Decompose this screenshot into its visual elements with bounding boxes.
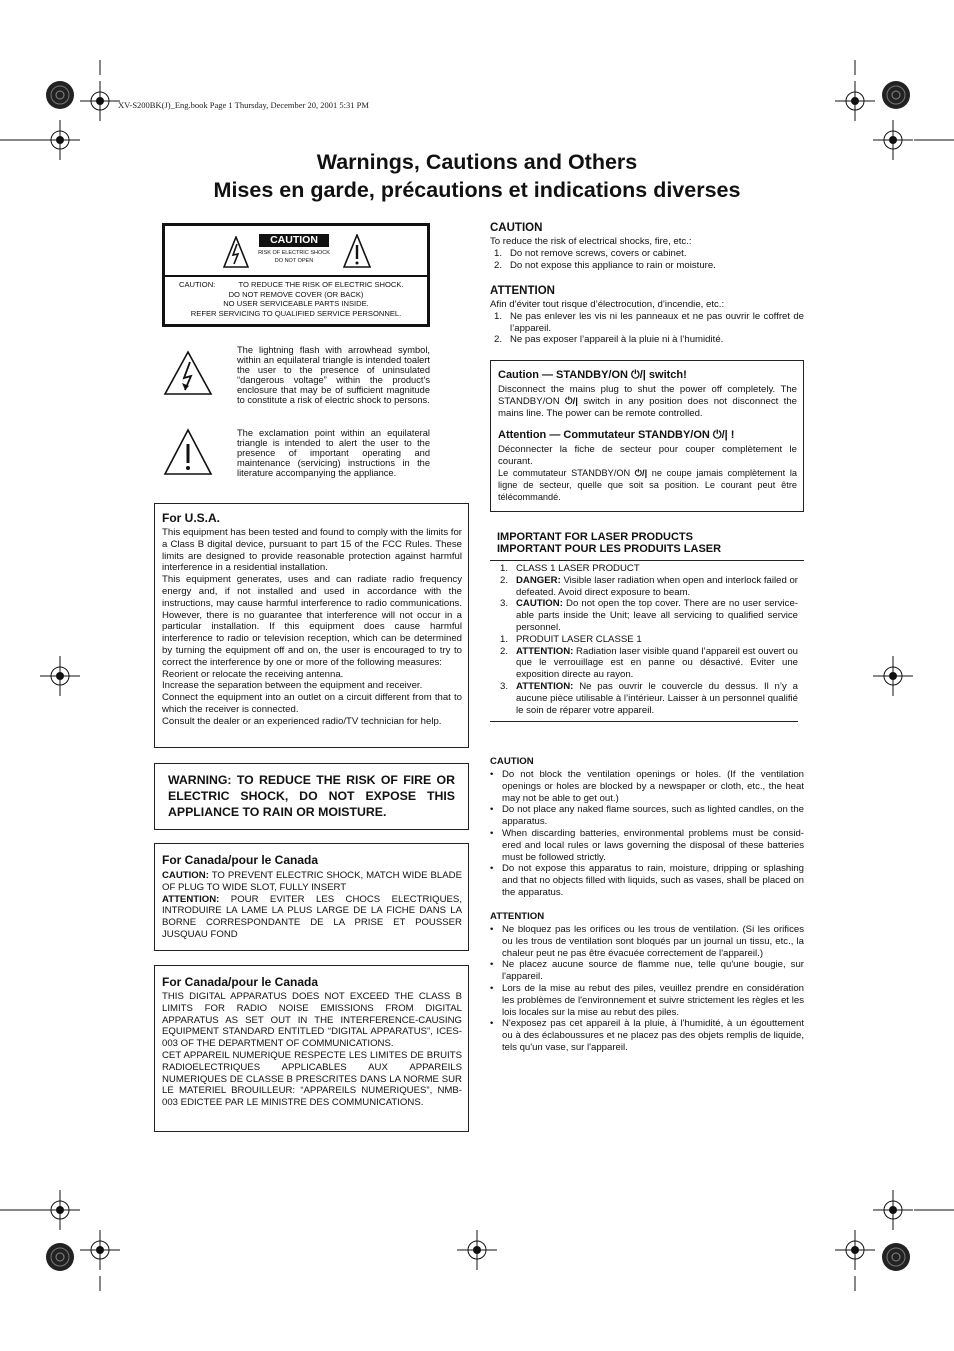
standby-text-3a: Le commutateur STANDBY/ON [498,467,635,478]
canada-1-caution-label: CAUTION: [162,870,209,881]
right-attention-item-1: Ne pas enlever les vis ni les panneaux et ne pas ouvrir le coffret de l’appareil. [510,310,804,334]
laser-item-number: 1. [500,633,509,645]
bullet-icon: • [490,804,494,816]
standby-heading-2a: Attention — Commutateur STANDBY/ON [498,429,713,442]
canada-1-caution-text: TO PREVENT ELECTRIC SHOCK, MATCH WIDE BLADE OF PLUG TO WIDE SLOT, FULLY INSERT [162,870,462,893]
exclamation-small-icon [343,234,371,268]
bullet-text: Do not block the ventilation openings or holes. (If the ventilation openings or holes are blocked by a newspaper or cloth, etc., the heat may not be able to get out.) [502,769,804,804]
laser-item-label: ATTENTION: [516,645,574,657]
power-symbol-icon: ⏻/| [565,395,578,407]
bullet-icon: • [490,982,494,994]
right-caution-item-2: Do not expose this appliance to rain or moisture. [510,259,716,271]
lightning-small-icon [223,236,249,268]
canada-2-heading: For Canada/pour le Canada [162,975,319,989]
bullet-text: Ne placez aucune source de flamme nue, telle qu'une bougie, sur l'appareil. [502,959,804,983]
caution-line-1: TO REDUCE THE RISK OF ELECTRIC SHOCK. [238,280,404,289]
page-title: Warnings, Cautions and Others [316,150,638,174]
standby-text-1a: Disconnect the mains plug to shut the power off completely. The STANDBY/ON [498,384,797,407]
lightning-triangle-icon [163,350,213,396]
laser-section [490,531,804,722]
standby-heading-1b: switch! [645,369,687,381]
caution-line-2: DO NOT REMOVE COVER (OR BACK) [228,289,364,299]
power-symbol-icon: ⏻/| [712,429,728,442]
power-symbol-icon: ⏻/| [631,369,646,381]
attention-2-heading: ATTENTION [490,911,545,922]
laser-item-label: ATTENTION: [516,680,574,692]
right-caution-intro: To reduce the risk of electrical shocks, fire, etc.: [490,236,692,247]
bullet-icon: • [490,769,494,780]
exclamation-description: The exclamation point within an equilateral triangle is intended to alert the user to the presence of important operating and maintenance (servicing) instructions in the literature accompanying the appliance. [237,428,430,479]
bullet-list-item [490,924,804,959]
laser-item-label: CAUTION: [516,598,563,610]
laser-item-number: 3. [500,680,509,692]
risk-line-2: DO NOT OPEN [274,258,314,264]
canada-2-paragraph-2: CET APPAREIL NUMERIQUE RESPECTE LES LIMITES DE BRUITS RADIOELECTRIQUES APPLICABLES AUX APPAREILS NUMERIQUES DE CLASSE B PRESCRITES DANS LA NORME SUR LE MATERIEL BROUILLEUR: “APPAREILS NUMERIQUES”, NMB-003 EDICTEE PAR LE MINISTRE DES COMMUNICATIONS. [162,1049,462,1109]
exclamation-triangle-icon [163,428,213,476]
caution-2-section [490,756,804,899]
laser-item-number: 3. [500,598,509,610]
bullet-list-item [490,863,804,898]
standby-text-3b: ne coupe jamais complètement la ligne de secteur, quelle que soit sa position. Le courant peut être télécommandé. [498,467,797,502]
right-caution-item-1: Do not remove screws, covers or cabinet. [510,247,687,259]
laser-heading-1: IMPORTANT FOR LASER PRODUCTS [497,531,693,543]
right-attention-heading: ATTENTION [490,285,555,297]
right-caution-heading: CAUTION [490,222,543,234]
laser-list-item [500,634,798,646]
laser-list-item [500,646,798,681]
right-caution-section: CAUTION To reduce the risk of electrical shocks, fire, etc.: 1. Do not remove screws, covers or cabinet. 2. Do not expose this appliance to rain or moisture. [490,222,804,271]
usa-paragraph-6: Consult the dealer or an experienced radio/TV technician for help. [162,715,442,727]
usa-paragraph-2: This equipment generates, uses and can radiate radio frequency energy and, if not installed and used in accordance with the instructions, may cause harmful interference to radio communications. However, there is no guarantee that interference will not occur in a particular installation. If this equipment does cause harmful interference to radio or television reception, which can be determined by turning the equipment off and on, the user is encouraged to try to correct the interference by one or more of the following measures: [162,574,462,668]
standby-box [490,360,804,512]
laser-item-number: 2. [500,645,509,657]
right-attention-item-2: Ne pas exposer l’appareil à la pluie ni à l’humidité. [510,334,724,346]
bullet-icon: • [490,959,494,971]
lightning-description: The lightning flash with arrowhead symbol, within an equilateral triangle is intended toalert the user to the presence of uninsulated “dangerous voltage” within the product’s enclosure that may be of sufficient magnitude to constitute a risk of electric shock to persons. [237,345,430,406]
bullet-list-item [490,959,804,983]
standby-heading-1a: Caution — STANDBY/ON [498,369,632,381]
caution-line-4: REFER SERVICING TO QUALIFIED SERVICE PERSONNEL. [190,308,402,318]
bullet-text: N'exposez pas cet appareil à la pluie, à l'humidité, à un égouttement ou à des éclaboussures et ne placez pas des objets remplis de liquide, tels qu'un vase, sur l'appareil. [502,1018,804,1053]
canada-box-2 [154,965,469,1132]
caution-2-heading: CAUTION [490,756,534,767]
warning-text: WARNING: TO REDUCE THE RISK OF FIRE OR ELECTRIC SHOCK, DO NOT EXPOSE THIS APPLIANCE TO RAIN OR MOISTURE. [168,773,455,819]
bullet-icon: • [490,924,494,935]
bullet-list-item [490,983,804,1018]
laser-item-text: Do not open the top cover. There are no user service-able parts inside the Unit; leave all servicing to qualified service personnel. [516,598,798,633]
bullet-icon: • [490,1018,494,1030]
laser-heading-2: IMPORTANT POUR LES PRODUITS LASER [497,543,722,555]
canada-2-paragraph-1: THIS DIGITAL APPARATUS DOES NOT EXCEED THE CLASS B LIMITS FOR RADIO NOISE EMISSIONS FROM DIGITAL APPARATUS AS SET OUT IN THE INTERFERENCE-CAUSING EQUIPMENT STANDARD ENTITLED “DIGITAL APPARATUS”, ICES-003 OF THE DEPARTMENT OF COMMUNICATIONS. [162,991,462,1050]
standby-heading-2b: ! [727,429,735,442]
usa-box [154,503,469,748]
laser-item-text: Visible laser radiation when open and interlock failed or defeated. Avoid direct exposure to beam. [516,574,798,598]
canada-box-1 [154,843,469,951]
canada-1-heading: For Canada/pour le Canada [162,853,319,867]
usa-heading: For U.S.A. [162,511,221,525]
laser-list-item [500,563,798,575]
bullet-text: Ne bloquez pas les orifices ou les trous de ventilation. (Si les orifices ou les trous de ventilation sont bloqués par un journal un tissu, etc., la chaleur peut ne pas être évacuée correctement de l'appareil.) [502,924,804,959]
usa-paragraph-1: This equipment has been tested and found to comply with the limits for a Class B digital device, pursuant to part 15 of the FCC Rules. These limits are designed to provide reasonable protection against harmful interference in a residential installation. [162,527,462,574]
laser-item-text: Radiation laser visible quand l’appareil est ouvert ou que le verrouillage est en panne ou désactivé. Eviter une exposition directe au rayon. [516,645,798,681]
page-subtitle: Mises en garde, précautions et indications diverses [213,178,741,202]
canada-1-attention-text: POUR EVITER LES CHOCS ELECTRIQUES, INTRODUIRE LA LAME LA PLUS LARGE DE LA FICHE DANS LA BORNE CORRESPONDANTE DE LA PRISE ET POUSSER JUSQUAU FOND [162,893,462,940]
bullet-icon: • [490,827,494,839]
laser-item-label: DANGER: [516,574,561,586]
book-header-line: XV-S200BK(J)_Eng.book Page 1 Thursday, December 20, 2001 5:31 PM [118,100,369,110]
laser-item-text: Ne pas ouvrir le couvercle du dessus. Il n’y a aucune pièce utilisable à l’intérieur. Laisser à un personnel qualifié le soin de réparer votre appareil. [516,680,798,716]
right-attention-section: ATTENTION Afin d’éviter tout risque d’électrocution, d’incendie, etc.: 1. Ne pas enlever les vis ni les panneaux et ne pas ouvrir le coffret de l’appareil. 2. Ne pas exposer l’appareil à la pluie ni à l’humidité. [490,285,804,346]
bullet-text: Do not place any naked flame sources, such as lighted candles, on the apparatus. [502,804,804,828]
usa-paragraph-5: Connect the equipment into an outlet on a circuit different from that to which the receiver is connected. [162,692,462,715]
bullet-text: Do not expose this apparatus to rain, moisture, dripping or splashing and that no objects filled with liquids, such as vases, shall be placed on the apparatus. [502,863,804,898]
caution-line-3: NO USER SERVICEABLE PARTS INSIDE. [223,299,369,308]
caution-badge: CAUTION [259,234,329,247]
usa-paragraph-3: Reorient or relocate the receiving antenna. [162,668,344,680]
laser-item-text: PRODUIT LASER CLASSE 1 [516,633,642,645]
canada-1-attention-label: ATTENTION: [162,893,220,905]
attention-2-section [490,911,804,1054]
bullet-list-item [490,804,804,828]
laser-list-item [500,598,798,633]
bullet-list-item [490,769,804,804]
bullet-text: When discarding batteries, environmental problems must be consid-ered and local rules or laws governing the disposal of these batteries must be followed strictly. [502,827,804,863]
bullet-icon: • [490,863,494,875]
laser-item-number: 1. [500,563,509,574]
risk-line-1: RISK OF ELECTRIC SHOCK [258,250,330,256]
caution-prefix: CAUTION: [179,280,216,289]
warning-box [154,763,469,830]
power-symbol-icon: ⏻/| [634,467,648,478]
laser-item-text: CLASS 1 LASER PRODUCT [516,563,640,574]
usa-paragraph-4: Increase the separation between the equipment and receiver. [162,680,423,692]
bullet-text: Lors de la mise au rebut des piles, veuillez prendre en considération les problèmes de l'environnement et suivre strictement les règles et les lois locales sur la mise au rebut des piles. [502,982,804,1018]
bullet-list-item [490,828,804,863]
standby-text-2: Déconnecter la fiche de secteur pour couper complètement le courant. [498,444,797,468]
laser-item-number: 2. [500,574,509,586]
standby-text-1b: switch in any position does not disconnect the mains line. The power can be remote controlled. [498,395,798,419]
right-attention-intro: Afin d’éviter tout risque d’électrocution, d’incendie, etc.: [490,299,725,310]
caution-label-panel [162,223,430,327]
bullet-list-item [490,1018,804,1053]
laser-list-item [500,681,798,716]
laser-list-item [500,575,798,599]
